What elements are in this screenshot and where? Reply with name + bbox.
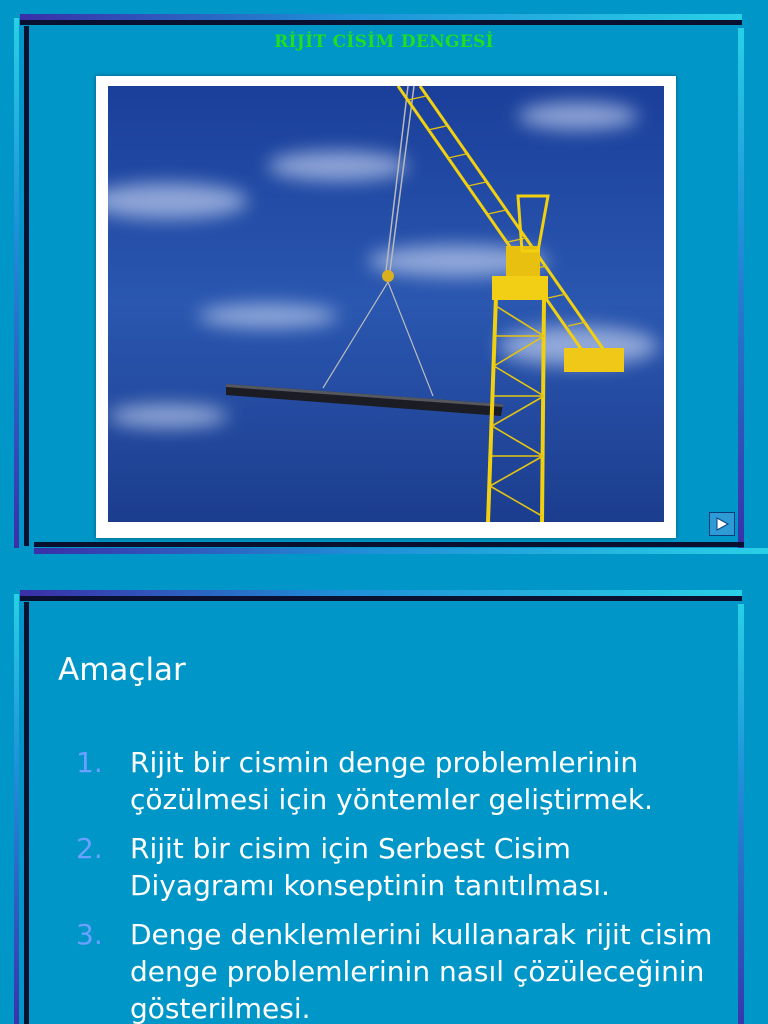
left-border-bar-dark <box>24 26 29 546</box>
bottom-border-bar <box>34 548 768 554</box>
left-border-bar <box>14 594 19 1024</box>
next-slide-button[interactable] <box>709 512 735 536</box>
list-number: 1. <box>76 746 103 779</box>
list-text: Rijit bir cisim için Serbest Cisim Diyagramı konseptinin tanıtılması. <box>130 832 610 902</box>
list-item <box>76 744 716 818</box>
slide-heading: Amaçlar <box>58 652 186 688</box>
bottom-border-bar-dark <box>34 542 744 547</box>
crane-photo <box>108 86 664 522</box>
list-text: Rijit bir cismin denge problemlerinin çözülmesi için yöntemler geliştirmek. <box>130 746 654 816</box>
photo-frame <box>96 76 676 538</box>
list-text: Denge denklemlerini kullanarak rijit cisim denge problemlerinin nasıl çözüleceğinin gösterilmesi. <box>130 918 713 1024</box>
objectives-list <box>76 744 716 1024</box>
right-border-bar <box>738 28 744 548</box>
left-border-bar <box>14 18 19 548</box>
top-border-bar-dark <box>20 596 742 601</box>
list-item <box>76 916 716 1024</box>
left-border-bar-dark <box>24 602 29 1024</box>
list-number: 3. <box>76 918 103 951</box>
slide-title: RİJİT CİSİM DENGESİ <box>274 32 494 52</box>
top-border-bar-dark <box>20 20 742 25</box>
slide-objectives <box>0 588 768 1024</box>
list-number: 2. <box>76 832 103 865</box>
play-right-icon <box>714 516 730 532</box>
list-item <box>76 830 716 904</box>
right-border-bar <box>738 604 744 1024</box>
